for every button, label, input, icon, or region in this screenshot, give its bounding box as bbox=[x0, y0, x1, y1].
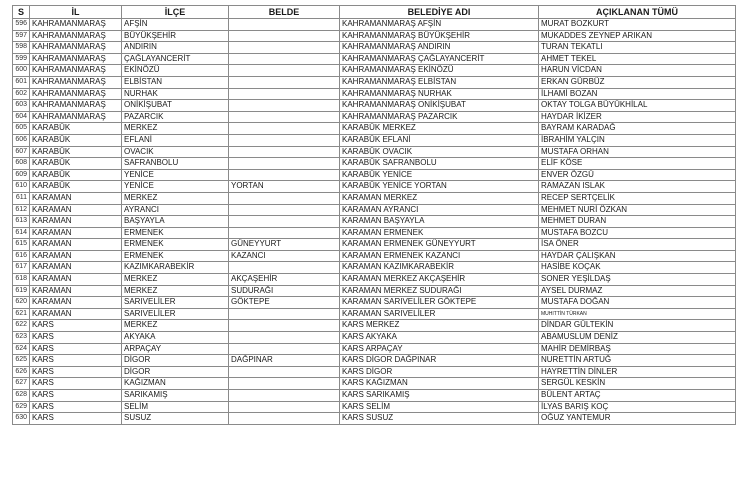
ilce-cell: KAZIMKARABEKİR bbox=[122, 262, 229, 274]
header-row bbox=[13, 6, 736, 19]
ilce-cell: EKİNÖZÜ bbox=[122, 65, 229, 77]
belde-cell bbox=[229, 320, 340, 332]
aciklanan-cell: BAYRAM KARADAĞ bbox=[539, 123, 736, 135]
ilce-cell: AKYAKA bbox=[122, 332, 229, 344]
ilce-cell: ARPAÇAY bbox=[122, 343, 229, 355]
table-row bbox=[13, 30, 736, 42]
il-cell: KAHRAMANMARAŞ bbox=[30, 42, 122, 54]
ilce-cell: MERKEZ bbox=[122, 320, 229, 332]
row-number: 610 bbox=[13, 181, 30, 193]
il-cell: KARABÜK bbox=[30, 146, 122, 158]
ilce-cell: MERKEZ bbox=[122, 192, 229, 204]
belde-cell: AKÇAŞEHİR bbox=[229, 274, 340, 286]
belediye-adi-cell: KARS SARIKAMIŞ bbox=[340, 390, 539, 402]
aciklanan-cell: BÜLENT ARTAÇ bbox=[539, 390, 736, 402]
col-header-il: İL bbox=[30, 6, 122, 19]
belediye-adi-cell: KAHRAMANMARAŞ ANDIRIN bbox=[340, 42, 539, 54]
aciklanan-cell: MURAT BOZKURT bbox=[539, 19, 736, 31]
il-cell: KARABÜK bbox=[30, 123, 122, 135]
belediye-adi-cell: KARAMAN ERMENEK GÜNEYYURT bbox=[340, 239, 539, 251]
ilce-cell: ERMENEK bbox=[122, 239, 229, 251]
results-table bbox=[12, 5, 736, 425]
il-cell: KARAMAN bbox=[30, 308, 122, 320]
il-cell: KARABÜK bbox=[30, 181, 122, 193]
aciklanan-cell: MUHITTİN TÜRKAN bbox=[539, 308, 736, 320]
ilce-cell: NURHAK bbox=[122, 88, 229, 100]
aciklanan-cell: HASİBE KOÇAK bbox=[539, 262, 736, 274]
table-row bbox=[13, 169, 736, 181]
belde-cell bbox=[229, 76, 340, 88]
belediye-adi-cell: KARS SELİM bbox=[340, 401, 539, 413]
row-number: 613 bbox=[13, 216, 30, 228]
belde-cell bbox=[229, 343, 340, 355]
il-cell: KAHRAMANMARAŞ bbox=[30, 30, 122, 42]
il-cell: KARAMAN bbox=[30, 192, 122, 204]
table-row bbox=[13, 65, 736, 77]
col-header-no: S bbox=[13, 6, 30, 19]
belde-cell: KAZANCI bbox=[229, 250, 340, 262]
ilce-cell: SARIVELİLER bbox=[122, 297, 229, 309]
row-number: 615 bbox=[13, 239, 30, 251]
row-number: 620 bbox=[13, 297, 30, 309]
belde-cell bbox=[229, 30, 340, 42]
ilce-cell: SARIVELİLER bbox=[122, 308, 229, 320]
row-number: 618 bbox=[13, 274, 30, 286]
row-number: 596 bbox=[13, 19, 30, 31]
table-row bbox=[13, 146, 736, 158]
belde-cell bbox=[229, 227, 340, 239]
belediye-adi-cell: KAHRAMANMARAŞ ÇAĞLAYANCERİT bbox=[340, 53, 539, 65]
il-cell: KAHRAMANMARAŞ bbox=[30, 111, 122, 123]
il-cell: KARAMAN bbox=[30, 227, 122, 239]
ilce-cell: YENİCE bbox=[122, 181, 229, 193]
aciklanan-cell: ABAMUSLUM DENİZ bbox=[539, 332, 736, 344]
row-number: 629 bbox=[13, 401, 30, 413]
aciklanan-cell: ELİF KÖSE bbox=[539, 158, 736, 170]
belediye-adi-cell: KARAMAN ERMENEK bbox=[340, 227, 539, 239]
il-cell: KARS bbox=[30, 378, 122, 390]
belde-cell bbox=[229, 134, 340, 146]
il-cell: KARAMAN bbox=[30, 262, 122, 274]
belde-cell bbox=[229, 42, 340, 54]
aciklanan-cell: MUSTAFA ORHAN bbox=[539, 146, 736, 158]
table-row bbox=[13, 123, 736, 135]
belde-cell bbox=[229, 308, 340, 320]
aciklanan-cell: HAYDAR İKİZER bbox=[539, 111, 736, 123]
ilce-cell: YENİCE bbox=[122, 169, 229, 181]
belde-cell: GÜNEYYURT bbox=[229, 239, 340, 251]
il-cell: KARS bbox=[30, 355, 122, 367]
table-row bbox=[13, 216, 736, 228]
il-cell: KARAMAN bbox=[30, 239, 122, 251]
belde-cell bbox=[229, 366, 340, 378]
row-number: 617 bbox=[13, 262, 30, 274]
table-row bbox=[13, 366, 736, 378]
table-row bbox=[13, 42, 736, 54]
belediye-adi-cell: KARABÜK MERKEZ bbox=[340, 123, 539, 135]
row-number: 612 bbox=[13, 204, 30, 216]
row-number: 626 bbox=[13, 366, 30, 378]
belediye-adi-cell: KARAMAN AYRANCI bbox=[340, 204, 539, 216]
il-cell: KAHRAMANMARAŞ bbox=[30, 100, 122, 112]
row-number: 621 bbox=[13, 308, 30, 320]
belde-cell bbox=[229, 204, 340, 216]
table-row bbox=[13, 378, 736, 390]
belde-cell bbox=[229, 169, 340, 181]
row-number: 614 bbox=[13, 227, 30, 239]
table-row bbox=[13, 274, 736, 286]
row-number: 605 bbox=[13, 123, 30, 135]
belde-cell bbox=[229, 158, 340, 170]
aciklanan-cell: İLYAS BARIŞ KOÇ bbox=[539, 401, 736, 413]
table-row bbox=[13, 320, 736, 332]
table-row bbox=[13, 192, 736, 204]
row-number: 599 bbox=[13, 53, 30, 65]
il-cell: KARAMAN bbox=[30, 274, 122, 286]
aciklanan-cell: ERKAN GÜRBÜZ bbox=[539, 76, 736, 88]
ilce-cell: DİGOR bbox=[122, 366, 229, 378]
row-number: 602 bbox=[13, 88, 30, 100]
belediye-adi-cell: KARS SUSUZ bbox=[340, 413, 539, 425]
aciklanan-cell: HARUN VİCDAN bbox=[539, 65, 736, 77]
table-row bbox=[13, 308, 736, 320]
belediye-adi-cell: KAHRAMANMARAŞ ELBİSTAN bbox=[340, 76, 539, 88]
ilce-cell: ELBİSTAN bbox=[122, 76, 229, 88]
belde-cell bbox=[229, 401, 340, 413]
belde-cell bbox=[229, 100, 340, 112]
table-row bbox=[13, 204, 736, 216]
aciklanan-cell: İBRAHİM YALÇIN bbox=[539, 134, 736, 146]
table-row bbox=[13, 111, 736, 123]
belde-cell bbox=[229, 216, 340, 228]
ilce-cell: SUSUZ bbox=[122, 413, 229, 425]
belde-cell bbox=[229, 413, 340, 425]
belde-cell bbox=[229, 146, 340, 158]
belediye-adi-cell: KARS MERKEZ bbox=[340, 320, 539, 332]
aciklanan-cell: MAHİR DEMİRBAŞ bbox=[539, 343, 736, 355]
belediye-adi-cell: KAHRAMANMARAŞ BÜYÜKŞEHİR bbox=[340, 30, 539, 42]
aciklanan-cell: TURAN TEKATLI bbox=[539, 42, 736, 54]
belde-cell bbox=[229, 332, 340, 344]
aciklanan-cell: İSA ÖNER bbox=[539, 239, 736, 251]
il-cell: KARS bbox=[30, 401, 122, 413]
il-cell: KARS bbox=[30, 332, 122, 344]
belediye-adi-cell: KARABÜK OVACIK bbox=[340, 146, 539, 158]
table-row bbox=[13, 285, 736, 297]
row-number: 616 bbox=[13, 250, 30, 262]
row-number: 607 bbox=[13, 146, 30, 158]
belediye-adi-cell: KARS ARPAÇAY bbox=[340, 343, 539, 355]
table-row bbox=[13, 88, 736, 100]
ilce-cell: ÇAĞLAYANCERİT bbox=[122, 53, 229, 65]
aciklanan-cell: ENVER ÖZGÜ bbox=[539, 169, 736, 181]
aciklanan-cell: AHMET TEKEL bbox=[539, 53, 736, 65]
table-row bbox=[13, 181, 736, 193]
il-cell: KARABÜK bbox=[30, 169, 122, 181]
row-number: 609 bbox=[13, 169, 30, 181]
aciklanan-cell: SERGÜL KESKİN bbox=[539, 378, 736, 390]
table-row bbox=[13, 100, 736, 112]
il-cell: KARS bbox=[30, 343, 122, 355]
table-row bbox=[13, 297, 736, 309]
table-row bbox=[13, 239, 736, 251]
ilce-cell: SAFRANBOLU bbox=[122, 158, 229, 170]
belde-cell: GÖKTEPE bbox=[229, 297, 340, 309]
table-row bbox=[13, 134, 736, 146]
il-cell: KARAMAN bbox=[30, 204, 122, 216]
ilce-cell: BAŞYAYLA bbox=[122, 216, 229, 228]
il-cell: KARAMAN bbox=[30, 285, 122, 297]
aciklanan-cell: MEHMET NURİ ÖZKAN bbox=[539, 204, 736, 216]
belde-cell bbox=[229, 192, 340, 204]
table-row bbox=[13, 390, 736, 402]
table-row bbox=[13, 332, 736, 344]
aciklanan-cell: HAYDAR ÇALIŞKAN bbox=[539, 250, 736, 262]
table-row bbox=[13, 227, 736, 239]
aciklanan-cell: MEHMET DURAN bbox=[539, 216, 736, 228]
il-cell: KARAMAN bbox=[30, 216, 122, 228]
row-number: 606 bbox=[13, 134, 30, 146]
belediye-adi-cell: KARAMAN SARIVELİLER bbox=[340, 308, 539, 320]
row-number: 625 bbox=[13, 355, 30, 367]
row-number: 630 bbox=[13, 413, 30, 425]
belediye-adi-cell: KAHRAMANMARAŞ PAZARCIK bbox=[340, 111, 539, 123]
belde-cell bbox=[229, 262, 340, 274]
ilce-cell: SELİM bbox=[122, 401, 229, 413]
row-number: 603 bbox=[13, 100, 30, 112]
il-cell: KARS bbox=[30, 390, 122, 402]
row-number: 624 bbox=[13, 343, 30, 355]
belediye-adi-cell: KARABÜK YENİCE YORTAN bbox=[340, 181, 539, 193]
table-row bbox=[13, 250, 736, 262]
table-row bbox=[13, 355, 736, 367]
belde-cell bbox=[229, 19, 340, 31]
belediye-adi-cell: KARAMAN MERKEZ AKÇAŞEHİR bbox=[340, 274, 539, 286]
belediye-adi-cell: KARAMAN ERMENEK KAZANCI bbox=[340, 250, 539, 262]
col-header-belediye-adi: BELEDİYE ADI bbox=[340, 6, 539, 19]
row-number: 597 bbox=[13, 30, 30, 42]
belediye-adi-cell: KARABÜK SAFRANBOLU bbox=[340, 158, 539, 170]
belde-cell bbox=[229, 65, 340, 77]
col-header-ilce: İLÇE bbox=[122, 6, 229, 19]
il-cell: KAHRAMANMARAŞ bbox=[30, 19, 122, 31]
results-table-wrapper bbox=[12, 5, 736, 425]
row-number: 619 bbox=[13, 285, 30, 297]
table-row bbox=[13, 343, 736, 355]
ilce-cell: KAĞIZMAN bbox=[122, 378, 229, 390]
ilce-cell: AYRANCI bbox=[122, 204, 229, 216]
belediye-adi-cell: KARS AKYAKA bbox=[340, 332, 539, 344]
ilce-cell: AFŞİN bbox=[122, 19, 229, 31]
belde-cell bbox=[229, 390, 340, 402]
il-cell: KARAMAN bbox=[30, 250, 122, 262]
il-cell: KAHRAMANMARAŞ bbox=[30, 65, 122, 77]
table-body bbox=[13, 19, 736, 425]
ilce-cell: ANDIRIN bbox=[122, 42, 229, 54]
ilce-cell: ONİKİŞUBAT bbox=[122, 100, 229, 112]
row-number: 604 bbox=[13, 111, 30, 123]
row-number: 628 bbox=[13, 390, 30, 402]
il-cell: KARS bbox=[30, 413, 122, 425]
belediye-adi-cell: KARABÜK YENİCE bbox=[340, 169, 539, 181]
il-cell: KARAMAN bbox=[30, 297, 122, 309]
belde-cell bbox=[229, 88, 340, 100]
belediye-adi-cell: KAHRAMANMARAŞ EKİNÖZÜ bbox=[340, 65, 539, 77]
ilce-cell: DİGOR bbox=[122, 355, 229, 367]
belde-cell: YORTAN bbox=[229, 181, 340, 193]
row-number: 623 bbox=[13, 332, 30, 344]
aciklanan-cell: MUSTAFA BOZCU bbox=[539, 227, 736, 239]
table-row bbox=[13, 53, 736, 65]
aciklanan-cell: OKTAY TOLGA BÜYÜKHİLAL bbox=[539, 100, 736, 112]
belediye-adi-cell: KARS DİGOR bbox=[340, 366, 539, 378]
row-number: 598 bbox=[13, 42, 30, 54]
row-number: 608 bbox=[13, 158, 30, 170]
ilce-cell: ERMENEK bbox=[122, 250, 229, 262]
table-row bbox=[13, 76, 736, 88]
aciklanan-cell: RAMAZAN ISLAK bbox=[539, 181, 736, 193]
aciklanan-cell: AYSEL DURMAZ bbox=[539, 285, 736, 297]
aciklanan-cell: SONER YEŞİLDAŞ bbox=[539, 274, 736, 286]
belediye-adi-cell: KARAMAN MERKEZ bbox=[340, 192, 539, 204]
aciklanan-cell: MUKADDES ZEYNEP ARIKAN bbox=[539, 30, 736, 42]
belediye-adi-cell: KARAMAN BAŞYAYLA bbox=[340, 216, 539, 228]
aciklanan-cell: MUSTAFA DOĞAN bbox=[539, 297, 736, 309]
belde-cell: DAĞPINAR bbox=[229, 355, 340, 367]
table-row bbox=[13, 158, 736, 170]
belediye-adi-cell: KARAMAN SARIVELİLER GÖKTEPE bbox=[340, 297, 539, 309]
table-row bbox=[13, 262, 736, 274]
aciklanan-cell: OĞUZ YANTEMUR bbox=[539, 413, 736, 425]
ilce-cell: BÜYÜKŞEHİR bbox=[122, 30, 229, 42]
il-cell: KARABÜK bbox=[30, 134, 122, 146]
belediye-adi-cell: KARABÜK EFLANİ bbox=[340, 134, 539, 146]
belediye-adi-cell: KARAMAN MERKEZ SUDURAĞI bbox=[340, 285, 539, 297]
belediye-adi-cell: KARS DİGOR DAĞPINAR bbox=[340, 355, 539, 367]
aciklanan-cell: RECEP SERTÇELİK bbox=[539, 192, 736, 204]
col-header-belde: BELDE bbox=[229, 6, 340, 19]
il-cell: KARABÜK bbox=[30, 158, 122, 170]
belde-cell: SUDURAĞI bbox=[229, 285, 340, 297]
belediye-adi-cell: KARS KAĞIZMAN bbox=[340, 378, 539, 390]
ilce-cell: ERMENEK bbox=[122, 227, 229, 239]
ilce-cell: EFLANİ bbox=[122, 134, 229, 146]
row-number: 611 bbox=[13, 192, 30, 204]
aciklanan-cell: HAYRETTİN DİNLER bbox=[539, 366, 736, 378]
table-row bbox=[13, 401, 736, 413]
aciklanan-cell: DİNDAR GÜLTEKİN bbox=[539, 320, 736, 332]
il-cell: KAHRAMANMARAŞ bbox=[30, 76, 122, 88]
ilce-cell: MERKEZ bbox=[122, 285, 229, 297]
ilce-cell: MERKEZ bbox=[122, 274, 229, 286]
row-number: 627 bbox=[13, 378, 30, 390]
belediye-adi-cell: KAHRAMANMARAŞ AFŞİN bbox=[340, 19, 539, 31]
row-number: 601 bbox=[13, 76, 30, 88]
il-cell: KAHRAMANMARAŞ bbox=[30, 53, 122, 65]
il-cell: KARS bbox=[30, 366, 122, 378]
belde-cell bbox=[229, 123, 340, 135]
il-cell: KARS bbox=[30, 320, 122, 332]
ilce-cell: SARIKAMIŞ bbox=[122, 390, 229, 402]
il-cell: KAHRAMANMARAŞ bbox=[30, 88, 122, 100]
ilce-cell: OVACIK bbox=[122, 146, 229, 158]
aciklanan-cell: İLHAMİ BOZAN bbox=[539, 88, 736, 100]
table-row bbox=[13, 19, 736, 31]
belde-cell bbox=[229, 111, 340, 123]
row-number: 622 bbox=[13, 320, 30, 332]
ilce-cell: PAZARCIK bbox=[122, 111, 229, 123]
row-number: 600 bbox=[13, 65, 30, 77]
table-row bbox=[13, 413, 736, 425]
belde-cell bbox=[229, 378, 340, 390]
col-header-aciklanan: AÇIKLANAN TÜMÜ bbox=[539, 6, 736, 19]
belediye-adi-cell: KAHRAMANMARAŞ NURHAK bbox=[340, 88, 539, 100]
ilce-cell: MERKEZ bbox=[122, 123, 229, 135]
belde-cell bbox=[229, 53, 340, 65]
aciklanan-cell: NURETTİN ARTUĞ bbox=[539, 355, 736, 367]
belediye-adi-cell: KARAMAN KAZIMKARABEKİR bbox=[340, 262, 539, 274]
belediye-adi-cell: KAHRAMANMARAŞ ONİKİŞUBAT bbox=[340, 100, 539, 112]
